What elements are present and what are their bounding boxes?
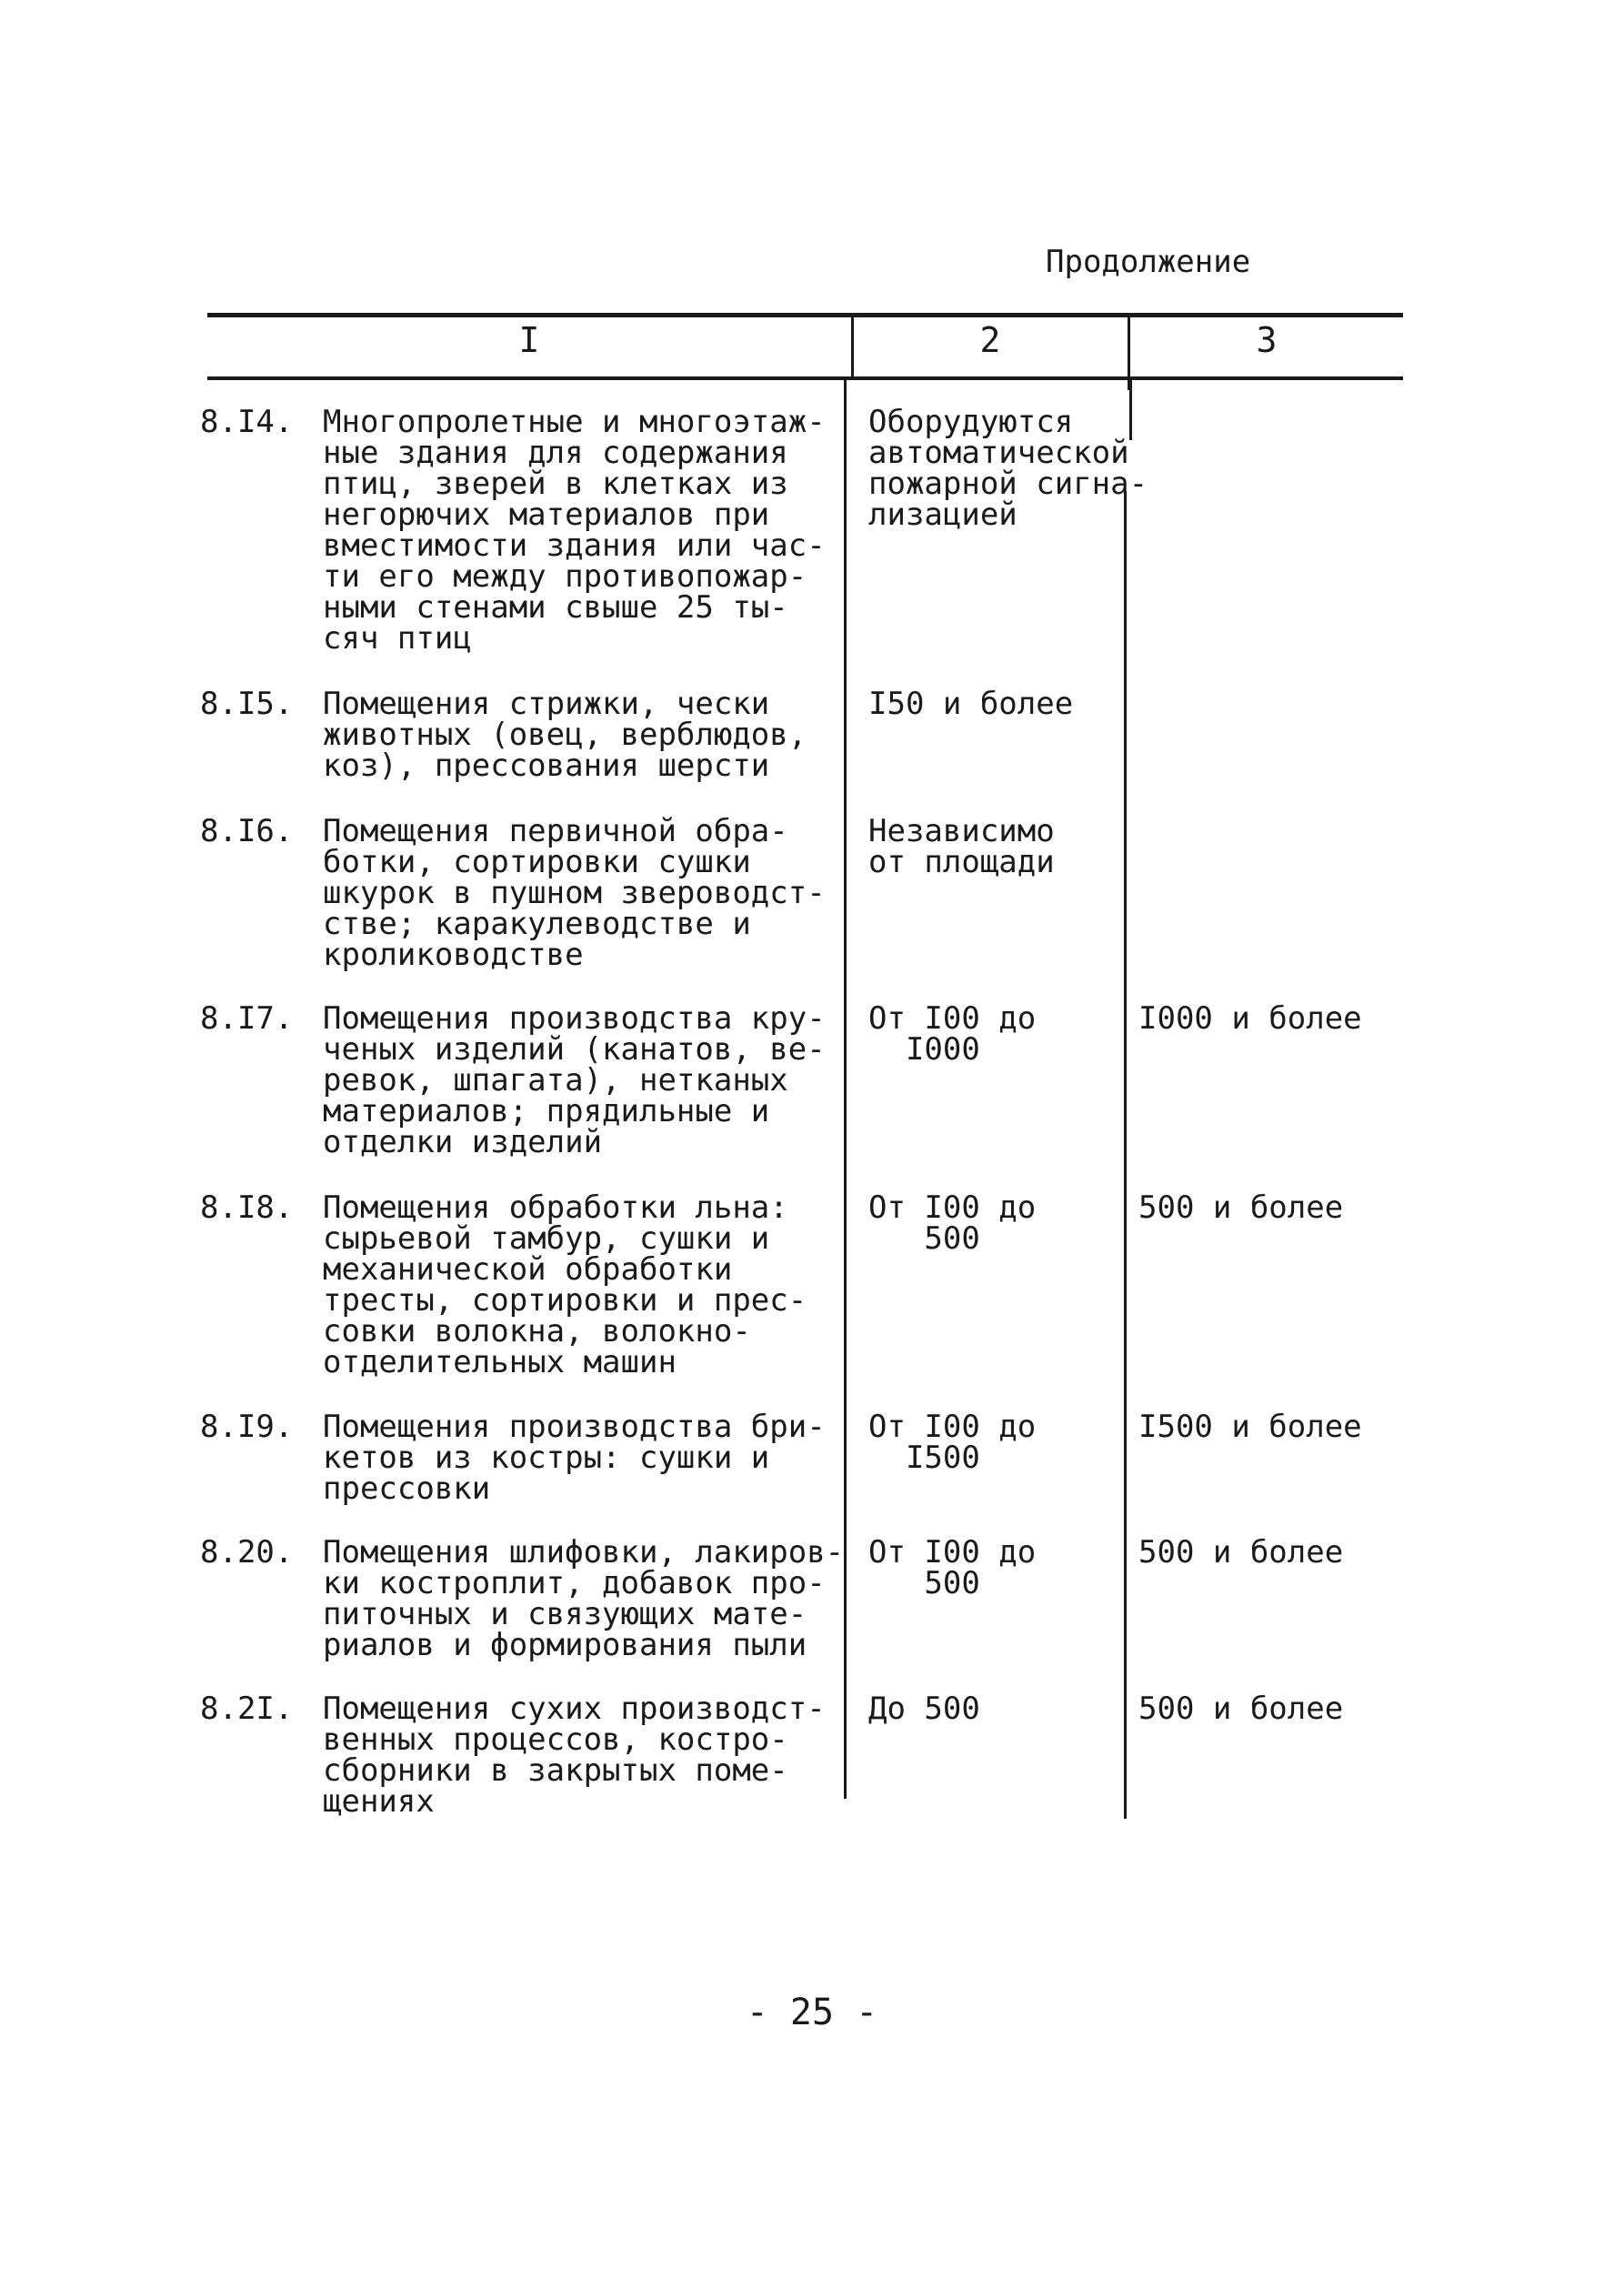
row-description: Помещения сухих производст- венных процессов, костро- сборники в закрытых поме- щениях: [323, 1691, 826, 1820]
row-number: 8.20.: [200, 1534, 294, 1571]
row-column-3: 500 и более: [1138, 1189, 1344, 1226]
row-column-3: 500 и более: [1138, 1534, 1344, 1571]
row-column-2: От I00 до 500: [868, 1189, 1037, 1257]
row-description: Помещения производства бри- кетов из костры: сушки и прессовки: [323, 1409, 826, 1507]
row-number: 8.I8.: [200, 1189, 294, 1226]
column-header-1: I: [518, 320, 540, 360]
row-description: Помещения обработки льна: сырьевой тамбур, сушки и механической обработки тресты, сортировки и прес- совки волокна, волокно- отделительных машин: [323, 1189, 807, 1380]
row-column-2: От I00 до I000: [868, 1000, 1037, 1068]
row-description: Многопролетные и многоэтаж- ные здания для содержания птиц, зверей в клетках из негорючих материалов при вместимости здания или час- ти его между противопожар- ными стенами свыше 25 ты- сяч птиц: [323, 404, 826, 657]
row-column-3: I500 и более: [1138, 1409, 1362, 1445]
row-column-3: 500 и более: [1138, 1691, 1344, 1727]
row-number: 8.I9.: [200, 1409, 294, 1445]
table-header-rule: [207, 376, 1403, 380]
row-description: Помещения первичной обра- ботки, сортировки сушки шкурок в пушном звероводст- стве; каракулеводстве и кролиководстве: [323, 813, 826, 973]
row-description: Помещения шлифовки, лакиров- ки костроплит, добавок про- питочных и связующих мате- риалов и формирования пыли: [323, 1534, 845, 1663]
row-number: 8.I5.: [200, 686, 294, 722]
row-description: Помещения производства кру- ченых изделий (канатов, ве- ревок, шпагата), нетканых материалов; прядильные и отделки изделий: [323, 1000, 826, 1160]
row-column-2: От I00 до 500: [868, 1534, 1037, 1601]
row-column-3: I000 и более: [1138, 1000, 1362, 1037]
row-number: 8.2I.: [200, 1691, 294, 1727]
row-column-2: Оборудуются автоматической пожарной сигна- лизацией: [868, 404, 1148, 533]
table-top-rule: [207, 313, 1403, 317]
column-header-3: 3: [1256, 320, 1278, 360]
row-column-2: Независимо от площади: [868, 813, 1055, 880]
row-column-2: I50 и более: [868, 686, 1074, 722]
row-number: 8.I6.: [200, 813, 294, 849]
row-number: 8.I4.: [200, 404, 294, 440]
row-column-2: До 500: [868, 1691, 980, 1727]
column-header-2: 2: [979, 320, 1001, 360]
row-description: Помещения стрижки, чески животных (овец, верблюдов, коз), прессования шерсти: [323, 686, 807, 784]
page-number: - 25 -: [746, 1992, 878, 2033]
continuation-label: Продолжение: [1046, 244, 1251, 280]
row-number: 8.I7.: [200, 1000, 294, 1037]
row-column-2: От I00 до I500: [868, 1409, 1037, 1476]
